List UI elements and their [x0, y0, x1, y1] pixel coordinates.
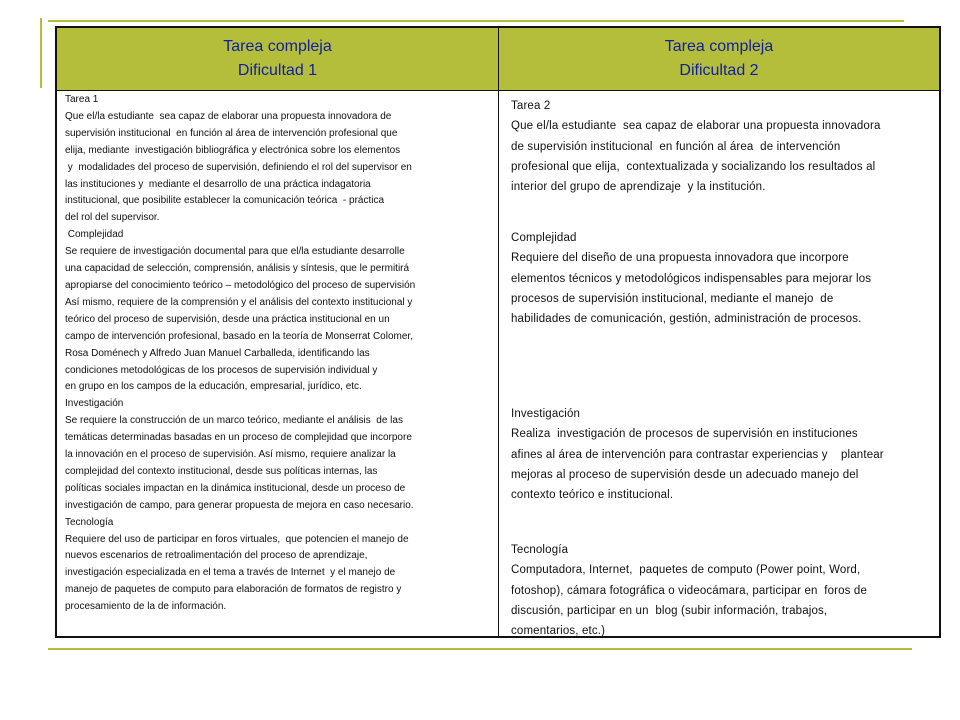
- text-line: del rol del supervisor.: [65, 212, 160, 224]
- text-line: comentarios, etc.): [511, 625, 606, 638]
- text-line: procesos de supervisión institucional, mediante el manejo de: [511, 292, 834, 305]
- decorative-bottom-line: [48, 648, 912, 650]
- text-line: Se requiere la construcción de un marco teórico, mediante el análisis de las: [65, 415, 403, 427]
- header-cell-dificultad-1: [57, 28, 498, 90]
- header-title: Tarea compleja: [223, 38, 332, 55]
- section-investigacion: [511, 404, 931, 505]
- text-line: Tarea 1: [65, 94, 99, 105]
- text-line: elementos técnicos y metodológicos indispensables para mejorar los: [511, 272, 872, 285]
- text-line: afines al área de intervención para contrastar experiencias y plantear: [511, 448, 884, 461]
- text-line: Tarea 2: [511, 100, 551, 112]
- text-line: Tecnología: [65, 516, 114, 528]
- text-line: Tecnología: [511, 544, 569, 556]
- text-line: interior del grupo de aprendizaje y la institución.: [511, 181, 766, 194]
- text-line: temáticas determinadas basadas en un proceso de complejidad que incorpore: [65, 432, 412, 444]
- section-tecnologia: [511, 540, 931, 641]
- text-line: Complejidad: [511, 232, 577, 244]
- text-line: de supervisión institucional en función al área de intervención: [511, 140, 841, 153]
- text-line: apropiarse del conocimiento teórico – metodológico del proceso de supervisión: [65, 279, 416, 291]
- text-line: y modalidades del proceso de supervisión, definiendo el rol del supervisor en: [65, 161, 412, 173]
- text-line: Que el/la estudiante sea capaz de elaborar una propuesta innovadora: [511, 120, 881, 133]
- text-line: en grupo en los campos de la educación, empresarial, jurídico, etc.: [65, 381, 362, 393]
- text-line: procesamiento de la de información.: [65, 601, 227, 613]
- text-line: Rosa Doménech y Alfredo Juan Manuel Carballeda, identificando las: [65, 347, 370, 359]
- text-line: habilidades de comunicación, gestión, administración de procesos.: [511, 313, 862, 326]
- text-line: Así mismo, requiere de la comprensión y el análisis del contexto institucional y: [65, 296, 413, 308]
- text-line: investigación especializada en el tema a través de Internet y el manejo de: [65, 567, 396, 579]
- text-line: teórico del proceso de supervisión, desde una práctica institucional en un: [65, 313, 390, 325]
- section-complejidad: [511, 228, 931, 329]
- text-line: campo de intervención profesional, basado en la teoría de Monserrat Colomer,: [65, 330, 413, 342]
- column-divider: [498, 28, 499, 636]
- text-line: discusión, participar en un blog (subir información, trabajos,: [511, 604, 828, 617]
- header-cell-dificultad-2: [499, 28, 939, 90]
- text-line: contexto teórico e institucional.: [511, 489, 674, 502]
- text-line: fotoshop), cámara fotográfica o videocámara, participar en foros de: [511, 584, 868, 597]
- comparison-table: [55, 26, 941, 638]
- text-line: supervisión institucional en función al área de intervención profesional que: [65, 127, 398, 139]
- header-subtitle: Dificultad 1: [237, 62, 318, 79]
- decorative-top-line: [48, 20, 904, 22]
- text-line: políticas sociales impactan en la dinámica institucional, desde un proceso de: [65, 482, 406, 494]
- text-line: Requiere del diseño de una propuesta innovadora que incorpore: [511, 252, 849, 265]
- body-cell-dificultad-1: [65, 92, 495, 616]
- text-line: Se requiere de investigación documental para que el/la estudiante desarrolle: [65, 246, 405, 258]
- text-line: Complejidad: [65, 229, 124, 241]
- text-line: investigación de campo, para generar propuesta de mejora en caso necesario.: [65, 499, 414, 511]
- header-subtitle: Dificultad 2: [679, 62, 759, 79]
- text-line: Investigación: [65, 398, 124, 410]
- text-line: complejidad del contexto institucional, desde sus políticas internas, las: [65, 465, 378, 477]
- text-line: Investigación: [511, 408, 581, 420]
- header-title: Tarea compleja: [664, 38, 774, 55]
- decorative-left-line: [40, 18, 42, 88]
- section-tarea: [511, 96, 931, 197]
- text-line: nuevos escenarios de retroalimentación del proceso de aprendizaje,: [65, 550, 368, 562]
- text-line: las instituciones y mediante el desarrollo de una práctica indagatoria: [65, 178, 371, 190]
- text-line: Realiza investigación de procesos de supervisión en instituciones: [511, 428, 858, 441]
- text-line: condiciones metodológicas de los procesos de supervisión individual y: [65, 364, 378, 376]
- text-line: Computadora, Internet, paquetes de computo (Power point, Word,: [511, 564, 861, 577]
- text-line: manejo de paquetes de computo para elaboración de formatos de registro y: [65, 584, 402, 596]
- text-line: la innovación en el proceso de supervisión. Así mismo, requiere analizar la: [65, 449, 396, 461]
- text-line: Requiere del uso de participar en foros virtuales, que potencien el manejo de: [65, 533, 409, 545]
- text-line: mejoras al proceso de supervisión desde un adecuado manejo del: [511, 468, 859, 481]
- text-line: Que el/la estudiante sea capaz de elaborar una propuesta innovadora de: [65, 110, 392, 122]
- text-line: profesional que elija, contextualizada y socializando los resultados al: [511, 160, 876, 173]
- text-line: elija, mediante investigación bibliográfica y electrónica sobre los elementos: [65, 144, 401, 156]
- text-line: una capacidad de selección, comprensión, análisis y síntesis, que le permitirá: [65, 263, 410, 275]
- text-line: institucional, que posibilite establecer la comunicación teórica - práctica: [65, 195, 385, 207]
